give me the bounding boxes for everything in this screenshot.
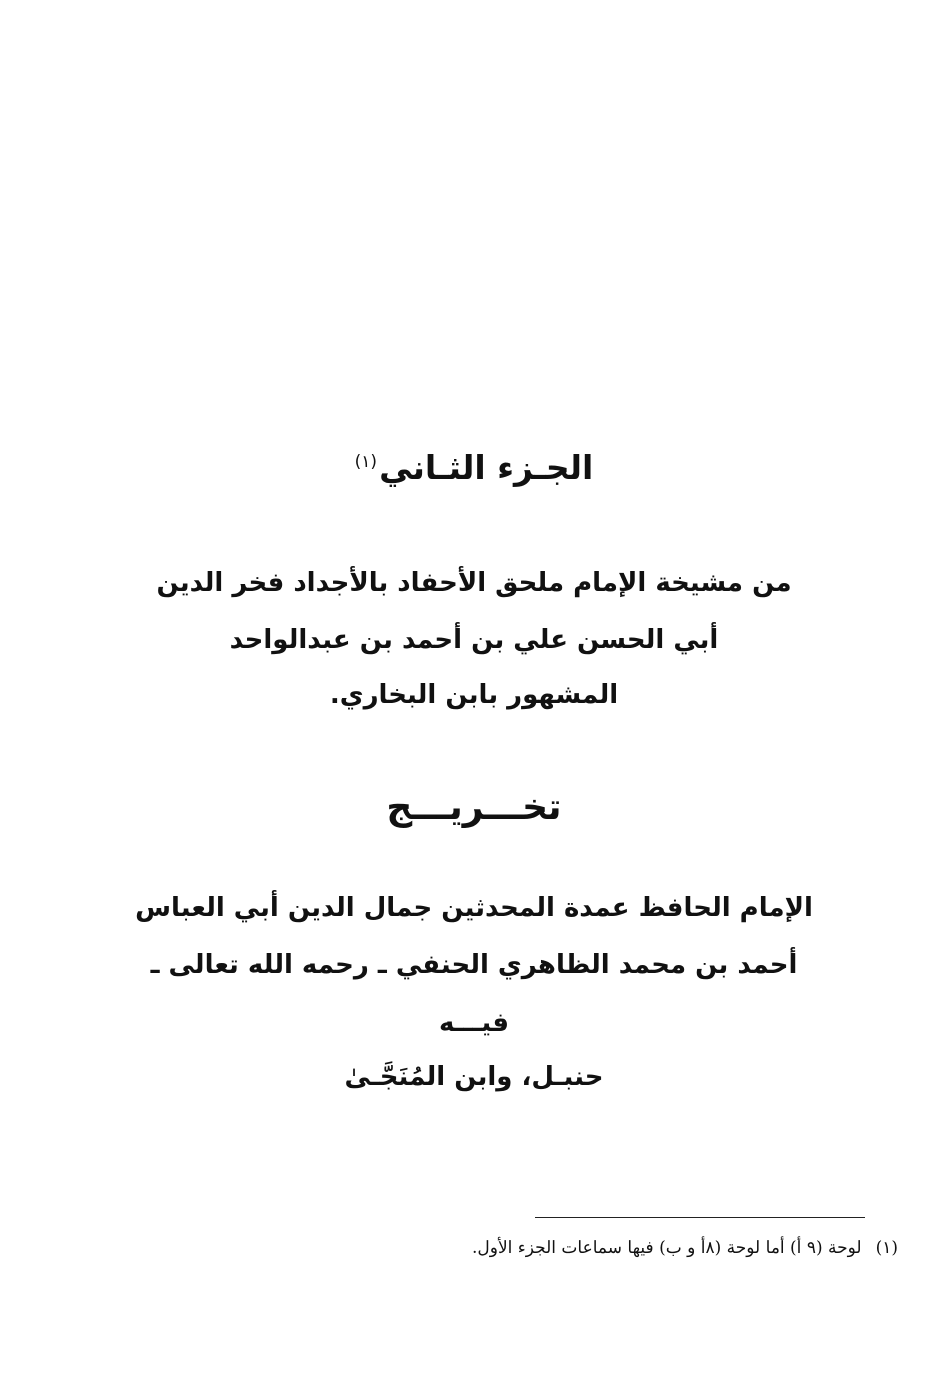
fihi-label: فيـــه <box>438 1008 510 1038</box>
compiler-line-2: أحمد بن محمد الظاهري الحنفي ـ رحمه الله تعالى ـ <box>150 950 798 980</box>
footnote-number: (١) <box>875 1238 898 1258</box>
subject-line-3: المشهور بابن البخاري. <box>329 680 619 710</box>
subject-line-1: من مشيخة الإمام ملحق الأحفاد بالأجداد فخر الدين <box>156 568 792 598</box>
footnote-divider <box>535 1217 865 1218</box>
part-title <box>0 448 948 487</box>
narrators-names: حنبـل، وابن المُنَجَّـىٰ <box>344 1062 604 1092</box>
title-footnote-marker: (١) <box>354 452 378 472</box>
part-title-text: الجـزء الثـاني <box>379 448 594 487</box>
footnote <box>472 1238 898 1258</box>
subject-line-2: أبي الحسن علي بن أحمد بن عبدالواحد <box>229 625 719 655</box>
compiler-line-1: الإمام الحافظ عمدة المحدثين جمال الدين أبي العباس <box>135 893 813 923</box>
takhrij-heading: تخـــريـــج <box>386 787 562 828</box>
footnote-text: لوحة (٩ أ) أما لوحة (٨أ و ب) فيها سماعات الجزء الأول. <box>471 1238 862 1258</box>
